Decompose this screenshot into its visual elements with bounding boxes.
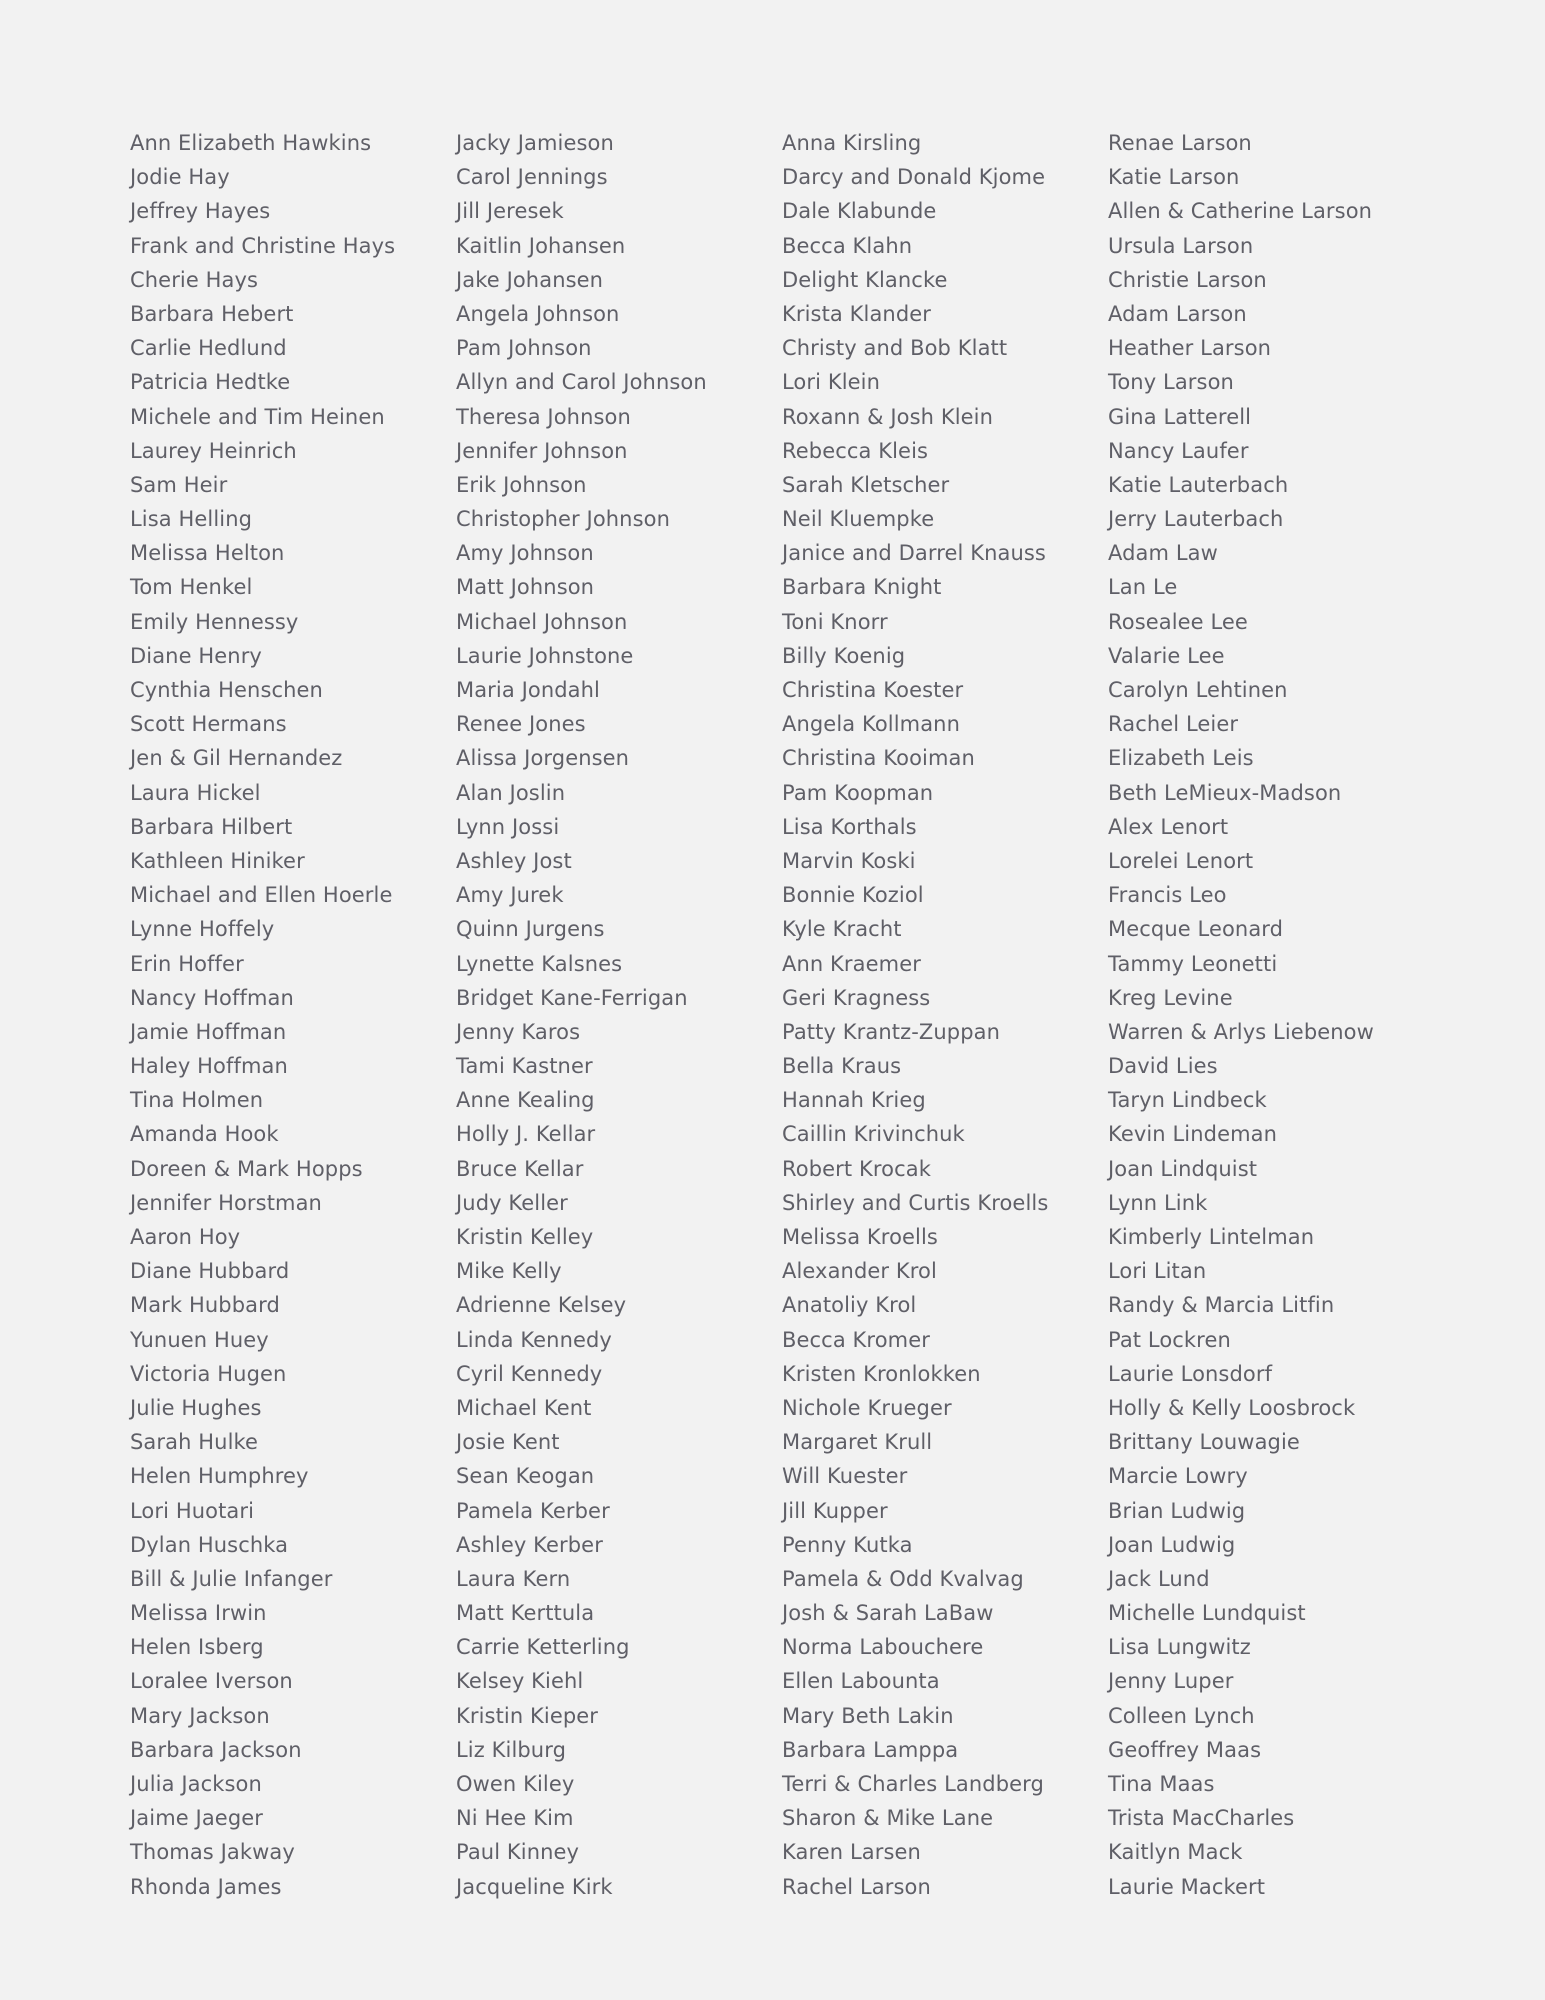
name-entry: Neil Kluempke [782,507,935,532]
name-entry: Jacky Jamieson [456,131,614,155]
name-entry: Shirley and Curtis Kroells [782,1190,1049,1215]
name-entry: Dale Klabunde [782,199,937,224]
name-entry: Amy Johnson [456,541,594,566]
name-entry: Renae Larson [1108,131,1252,155]
name-entry: Emily Hennessy [130,609,299,634]
name-entry: Holly & Kelly Loosbrock [1108,1395,1356,1420]
name-entry: Alissa Jorgensen [456,746,630,771]
name-entry: Anna Kirsling [782,131,922,155]
name-entry: Jen & Gil Hernandez [130,746,343,771]
name-entry: Victoria Hugen [130,1361,287,1386]
name-column-2 [456,126,782,1904]
name-entry: Owen Kiley [456,1772,575,1796]
name-entry: Josie Kent [456,1430,560,1455]
name-entry: Kimberly Lintelman [1108,1225,1315,1249]
name-entry: Taryn Lindbeck [1108,1088,1267,1113]
name-entry: Barbara Lamppa [782,1737,959,1762]
name-column-4 [1108,126,1434,1904]
name-entry: Jack Lund [1108,1566,1210,1591]
name-entry: Bridget Kane-Ferrigan [456,985,688,1010]
name-entry: Darcy and Donald Kjome [782,165,1046,190]
name-entry: Trista MacCharles [1108,1806,1295,1831]
name-entry: Michael and Ellen Hoerle [130,883,393,908]
name-entry: Thomas Jakway [130,1840,295,1865]
name-entry: Christina Koester [782,678,964,702]
name-entry: Lorelei Lenort [1108,848,1254,873]
name-entry: Alan Joslin [456,780,566,805]
name-entry: Valarie Lee [1108,643,1225,668]
name-entry: Bella Kraus [782,1054,902,1079]
name-entry: Laura Hickel [130,780,261,805]
name-entry: Ursula Larson [1108,233,1254,258]
name-entry: Julie Hughes [130,1395,262,1420]
name-entry: Helen Isberg [130,1635,264,1660]
name-entry: Allen & Catherine Larson [1108,199,1373,224]
name-entry: Quinn Jurgens [456,917,605,942]
name-entry: Carolyn Lehtinen [1108,678,1288,702]
name-entry: Margaret Krull [782,1430,933,1455]
name-entry: Jaime Jaeger [130,1806,264,1831]
name-entry: Geoffrey Maas [1108,1737,1262,1762]
name-entry: Kathleen Hiniker [130,848,305,873]
name-entry: Julia Jackson [130,1772,262,1796]
name-entry: Rhonda James [130,1874,282,1899]
name-entry: Laurie Johnstone [456,643,634,668]
name-entry: Gina Latterell [1108,404,1252,429]
name-entry: Scott Hermans [130,712,287,737]
name-entry: Lisa Helling [130,507,253,532]
name-entry: Jennifer Horstman [130,1190,322,1215]
name-entry: Pam Johnson [456,336,592,361]
name-entry: Kaitlyn Mack [1108,1840,1243,1865]
name-entry: Karen Larsen [782,1840,921,1865]
name-entry: Jerry Lauterbach [1108,507,1284,532]
name-entry: Brittany Louwagie [1108,1430,1300,1455]
name-entry: Tom Henkel [130,575,253,600]
name-entry: Allyn and Carol Johnson [456,370,707,395]
name-entry: Laurie Lonsdorf [1108,1361,1273,1386]
name-entry: Terri & Charles Landberg [782,1772,1044,1796]
name-entry: Helen Humphrey [130,1464,309,1489]
name-entry: Joan Lindquist [1108,1156,1258,1181]
name-entry: Mark Hubbard [130,1293,280,1318]
name-entry: Norma Labouchere [782,1635,984,1660]
name-entry: Holly J. Kellar [456,1122,596,1147]
name-entry: Jennifer Johnson [456,438,628,463]
name-entry: Ashley Jost [456,848,572,873]
name-entry: Jacqueline Kirk [456,1874,613,1899]
name-entry: Matt Kerttula [456,1601,595,1626]
name-entry: Hannah Krieg [782,1088,926,1113]
name-entry: Christie Larson [1108,267,1267,292]
name-entry: Mike Kelly [456,1259,562,1284]
name-entry: Barbara Knight [782,575,942,600]
name-entry: Pamela Kerber [456,1498,610,1523]
name-entry: Kristin Kelley [456,1225,594,1249]
name-entry: Loralee Iverson [130,1669,293,1694]
name-entry: Robert Krocak [782,1156,931,1181]
name-entry: Tina Maas [1108,1772,1215,1796]
name-list [130,126,1460,1904]
name-entry: Lynne Hoffely [130,917,275,942]
name-entry: Lan Le [1108,575,1178,600]
name-entry: Mary Jackson [130,1703,270,1728]
name-entry: Lori Huotari [130,1498,255,1523]
name-entry: Michelle Lundquist [1108,1601,1306,1626]
name-entry: Ann Elizabeth Hawkins [130,131,372,155]
name-entry: Melissa Irwin [130,1601,267,1626]
name-entry: Janice and Darrel Knauss [782,541,1046,566]
name-entry: Angela Johnson [456,301,620,326]
name-entry: Heather Larson [1108,336,1272,361]
name-entry: Geri Kragness [782,985,931,1010]
name-entry: Barbara Jackson [130,1737,302,1762]
name-entry: Adrienne Kelsey [456,1293,627,1318]
name-entry: Yunuen Huey [130,1327,269,1352]
name-entry: Jenny Karos [456,1019,581,1044]
name-entry: Carol Jennings [456,165,608,190]
name-entry: Joan Ludwig [1108,1532,1236,1557]
name-entry: Lori Klein [782,370,880,395]
name-entry: Laurie Mackert [1108,1874,1266,1899]
name-entry: Bruce Kellar [456,1156,584,1181]
name-entry: Becca Klahn [782,233,913,258]
name-entry: Elizabeth Leis [1108,746,1254,771]
name-entry: Diane Henry [130,643,262,668]
name-entry: Lynette Kalsnes [456,951,623,976]
name-entry: Ashley Kerber [456,1532,603,1557]
name-entry: Michael Kent [456,1395,592,1420]
name-entry: Carrie Ketterling [456,1635,630,1660]
name-entry: Brian Ludwig [1108,1498,1246,1523]
name-entry: Laura Kern [456,1566,571,1591]
name-entry: Warren & Arlys Liebenow [1108,1019,1374,1044]
name-entry: Matt Johnson [456,575,595,600]
name-entry: Kristen Kronlokken [782,1361,981,1386]
name-entry: Doreen & Mark Hopps [130,1156,363,1181]
name-entry: Alexander Krol [782,1259,937,1284]
name-entry: David Lies [1108,1054,1218,1079]
name-entry: Marcie Lowry [1108,1464,1248,1489]
name-entry: Kevin Lindeman [1108,1122,1278,1147]
name-entry: Liz Kilburg [456,1737,567,1762]
name-entry: Patty Krantz-Zuppan [782,1019,1001,1044]
name-entry: Lynn Link [1108,1190,1208,1215]
name-entry: Cyril Kennedy [456,1361,603,1386]
name-entry: Barbara Hebert [130,301,294,326]
name-entry: Bill & Julie Infanger [130,1566,333,1591]
name-entry: Sharon & Mike Lane [782,1806,994,1831]
name-entry: Mary Beth Lakin [782,1703,954,1728]
name-entry: Kreg Levine [1108,985,1233,1010]
name-entry: Tami Kastner [456,1054,593,1079]
name-entry: Colleen Lynch [1108,1703,1255,1728]
name-entry: Jill Jeresek [456,199,564,224]
name-entry: Tony Larson [1108,370,1234,395]
name-entry: Melissa Kroells [782,1225,938,1249]
name-entry: Maria Jondahl [456,678,600,702]
name-entry: Nichole Krueger [782,1395,952,1420]
name-entry: Bonnie Koziol [782,883,924,908]
name-entry: Alex Lenort [1108,814,1229,839]
name-entry: Jill Kupper [782,1498,888,1523]
name-entry: Toni Knorr [782,609,888,634]
name-entry: Anatoliy Krol [782,1293,917,1318]
name-entry: Lori Litan [1108,1259,1207,1284]
name-column-3 [782,126,1108,1904]
name-entry: Francis Leo [1108,883,1227,908]
name-entry: Sarah Kletscher [782,472,950,497]
name-entry: Anne Kealing [456,1088,595,1113]
name-entry: Angela Kollmann [782,712,960,737]
name-entry: Pam Koopman [782,780,934,805]
name-entry: Tammy Leonetti [1108,951,1278,976]
name-entry: Christina Kooiman [782,746,975,771]
name-entry: Krista Klander [782,301,932,326]
name-entry: Kaitlin Johansen [456,233,626,258]
name-entry: Haley Hoffman [130,1054,288,1079]
name-entry: Erik Johnson [456,472,587,497]
name-entry: Josh & Sarah LaBaw [782,1601,994,1626]
name-entry: Ni Hee Kim [456,1806,574,1831]
name-entry: Amy Jurek [456,883,564,908]
name-entry: Ellen Labounta [782,1669,940,1694]
name-entry: Lisa Lungwitz [1108,1635,1251,1660]
name-entry: Cynthia Henschen [130,678,323,702]
name-entry: Delight Klancke [782,267,948,292]
name-entry: Michael Johnson [456,609,628,634]
name-entry: Marvin Koski [782,848,916,873]
name-entry: Caillin Krivinchuk [782,1122,965,1147]
name-entry: Judy Keller [456,1190,568,1215]
name-entry: Paul Kinney [456,1840,580,1865]
name-entry: Billy Koenig [782,643,906,668]
name-entry: Amanda Hook [130,1122,279,1147]
name-entry: Pat Lockren [1108,1327,1231,1352]
name-entry: Katie Lauterbach [1108,472,1289,497]
name-entry: Adam Larson [1108,301,1247,326]
name-entry: Beth LeMieux-Madson [1108,780,1342,805]
name-entry: Mecque Leonard [1108,917,1284,942]
name-entry: Pamela & Odd Kvalvag [782,1566,1024,1591]
name-entry: Laurey Heinrich [130,438,297,463]
name-entry: Sam Heir [130,472,228,497]
name-entry: Jeffrey Hayes [130,199,271,224]
name-entry: Erin Hoffer [130,951,244,976]
name-entry: Lynn Jossi [456,814,560,839]
name-entry: Carlie Hedlund [130,336,287,361]
name-entry: Sean Keogan [456,1464,595,1489]
name-entry: Ann Kraemer [782,951,921,976]
name-entry: Jake Johansen [456,267,604,292]
name-entry: Jenny Luper [1108,1669,1234,1694]
name-entry: Rachel Larson [782,1874,931,1899]
name-entry: Randy & Marcia Litfin [1108,1293,1335,1318]
name-entry: Will Kuester [782,1464,908,1489]
name-entry: Nancy Hoffman [130,985,294,1010]
name-entry: Linda Kennedy [456,1327,612,1352]
name-entry: Kyle Kracht [782,917,902,942]
name-entry: Tina Holmen [130,1088,264,1113]
name-entry: Cherie Hays [130,267,259,292]
name-entry: Christy and Bob Klatt [782,336,1008,361]
name-entry: Christopher Johnson [456,507,670,532]
name-entry: Lisa Korthals [782,814,917,839]
name-entry: Dylan Huschka [130,1532,289,1557]
name-entry: Michele and Tim Heinen [130,404,385,429]
name-entry: Jamie Hoffman [130,1019,287,1044]
name-entry: Becca Kromer [782,1327,930,1352]
name-entry: Rachel Leier [1108,712,1239,737]
name-entry: Aaron Hoy [130,1225,241,1249]
name-entry: Adam Law [1108,541,1218,566]
name-entry: Frank and Christine Hays [130,233,396,258]
name-entry: Katie Larson [1108,165,1240,190]
name-entry: Barbara Hilbert [130,814,293,839]
name-entry: Diane Hubbard [130,1259,290,1284]
name-entry: Kristin Kieper [456,1703,599,1728]
name-entry: Theresa Johnson [456,404,631,429]
name-entry: Nancy Laufer [1108,438,1249,463]
name-entry: Melissa Helton [130,541,285,566]
name-entry: Rosealee Lee [1108,609,1248,634]
name-entry: Kelsey Kiehl [456,1669,584,1694]
name-entry: Patricia Hedtke [130,370,291,395]
name-entry: Roxann & Josh Klein [782,404,994,429]
name-entry: Penny Kutka [782,1532,913,1557]
name-entry: Renee Jones [456,712,586,737]
name-entry: Sarah Hulke [130,1430,259,1455]
name-entry: Rebecca Kleis [782,438,929,463]
name-entry: Jodie Hay [130,165,230,190]
name-column-1 [130,126,456,1904]
